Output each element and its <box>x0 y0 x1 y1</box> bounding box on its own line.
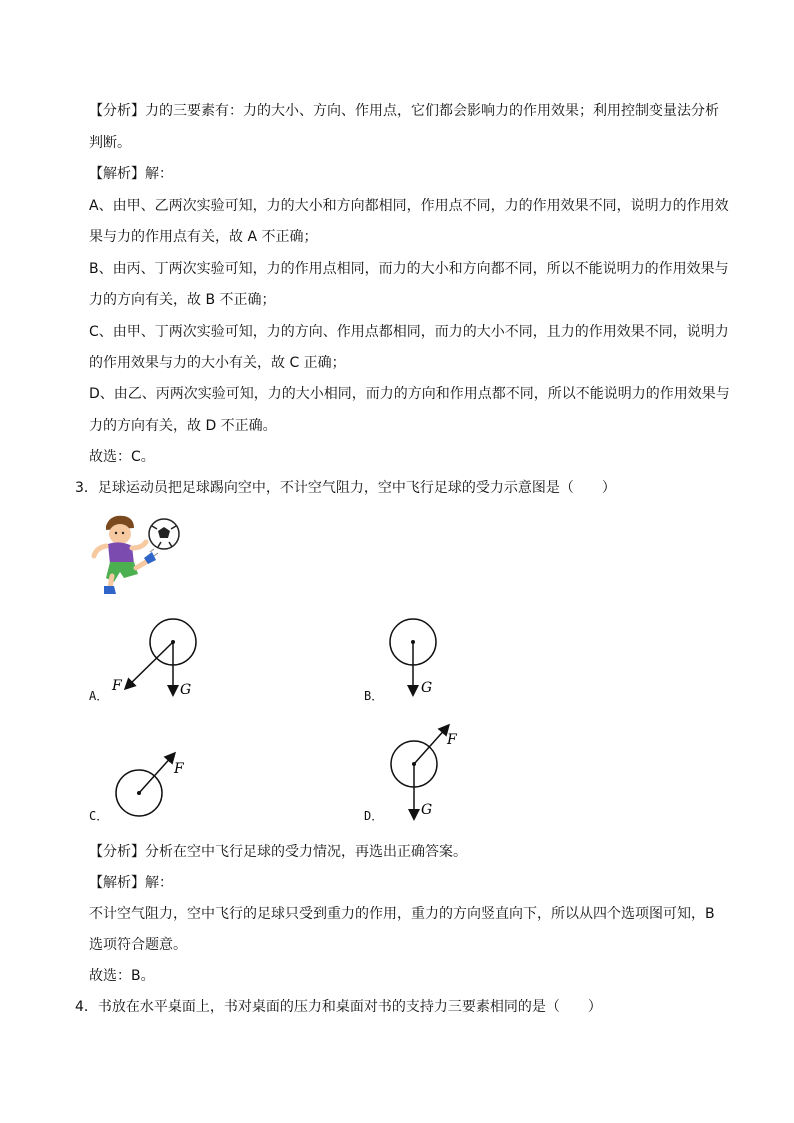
option-d-diagram <box>385 720 475 825</box>
question-3-stem: 3．足球运动员把足球踢向空中，不计空气阻力，空中飞行足球的受力示意图是（ ） <box>75 480 616 496</box>
analysis-line-2: 判断。 <box>89 135 131 151</box>
q3-solution-line-1: 不计空气阻力，空中飞行的足球只受到重力的作用，重力的方向竖直向下，所以从四个选项图可知，B <box>89 906 715 922</box>
label-f: F <box>174 761 184 777</box>
option-c-diagram <box>110 745 200 825</box>
option-b-label[interactable]: B． <box>364 689 384 703</box>
label-g: G <box>180 682 192 698</box>
answer-line: 故选：C。 <box>89 449 155 465</box>
option-d-explanation-1: D、由乙、丙两次实验可知，力的大小相同，而力的方向和作用点都不同，所以不能说明力的作用效果与 <box>89 386 730 402</box>
option-a-explanation-1: A、由甲、乙两次实验可知，力的大小和方向都相同，作用点不同，力的作用效果不同，说明力的作用效 <box>89 198 729 214</box>
q3-answer: 故选：B。 <box>89 968 155 984</box>
label-g: G <box>421 680 433 696</box>
label-g: G <box>421 802 433 818</box>
label-f: F <box>112 678 122 694</box>
q3-solution-heading: 【解析】解： <box>89 875 173 891</box>
option-c-explanation-1: C、由甲、丁两次实验可知，力的方向、作用点都相同，而力的大小不同，且力的作用效果不同，说明力 <box>89 324 729 340</box>
option-b-diagram <box>385 612 455 697</box>
option-b-explanation-2: 力的方向有关，故 B 不正确； <box>89 292 276 308</box>
soccer-player-illustration <box>92 512 184 598</box>
solution-heading: 【解析】解： <box>89 166 173 182</box>
option-c-explanation-2: 的作用效果与力的大小有关，故 C 正确； <box>89 355 346 371</box>
option-d-label[interactable]: D． <box>364 809 384 823</box>
label-f: F <box>447 732 457 748</box>
option-b-explanation-1: B、由丙、丁两次实验可知，力的作用点相同，而力的大小和方向都不同，所以不能说明力的作用效果与 <box>89 261 729 277</box>
q3-solution-line-2: 选项符合题意。 <box>89 937 187 953</box>
q3-analysis: 【分析】分析在空中飞行足球的受力情况，再选出正确答案。 <box>89 844 467 860</box>
force-f-arrow <box>139 754 174 793</box>
question-4-stem: 4．书放在水平桌面上，书对桌面的压力和桌面对书的支持力三要素相同的是（ ） <box>75 999 602 1015</box>
option-a-label[interactable]: A． <box>89 689 109 703</box>
option-a-explanation-2: 果与力的作用点有关，故 A 不正确； <box>89 229 318 245</box>
force-f-arrow <box>126 642 173 688</box>
option-c-label[interactable]: C． <box>89 809 109 823</box>
option-a-diagram <box>108 612 198 697</box>
force-f-arrow <box>414 726 448 764</box>
option-d-explanation-2: 力的方向有关，故 D 不正确。 <box>89 418 277 434</box>
analysis-line-1: 【分析】力的三要素有：力的大小、方向、作用点，它们都会影响力的作用效果；利用控制变量法分析 <box>89 103 719 119</box>
